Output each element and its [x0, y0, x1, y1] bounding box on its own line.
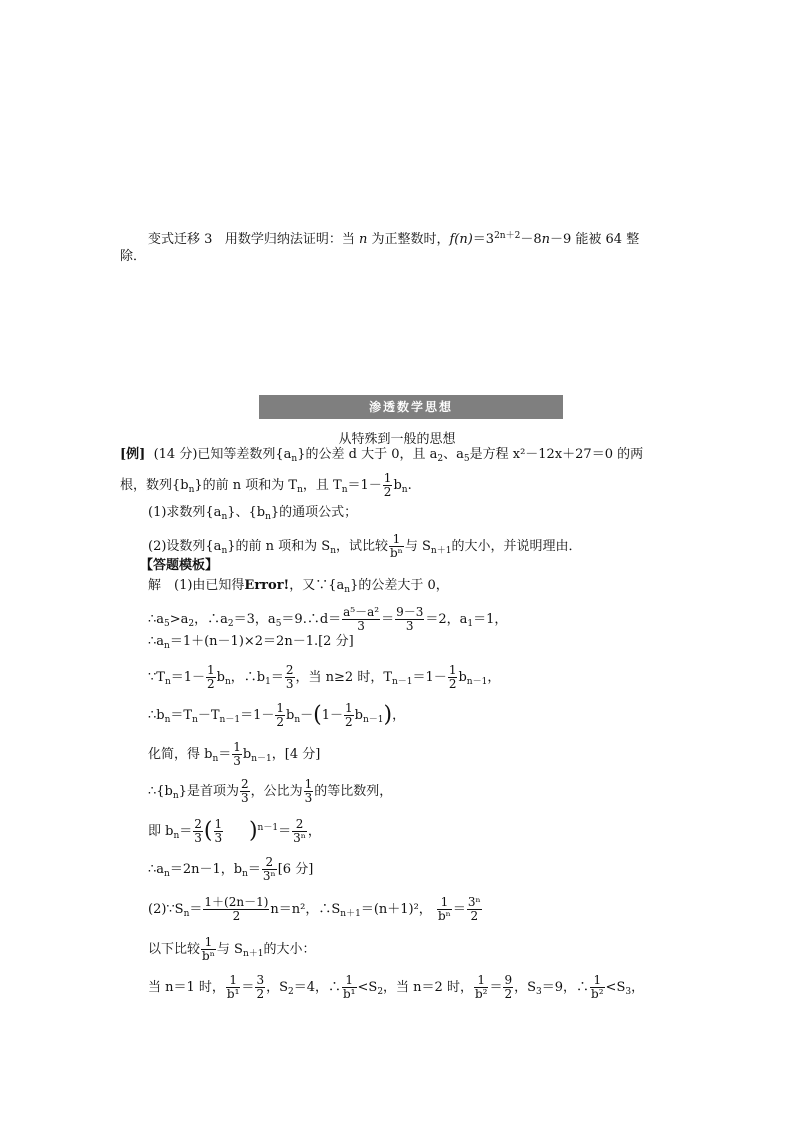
fraction: $\frac{1}{\text{bⁿ}}$: [390, 532, 403, 560]
fraction: $\frac{1}{3}$: [233, 740, 241, 768]
solution-line-10: $(2)\because S_n=$ $\frac{1+(2n-1)}{2}$ n＝n²，$\therefore S_{n+1}=(n+1)^2$， $\frac{1}{\text{bⁿ}}$ ＝ $\frac{\text{3ⁿ}}{2}$: [148, 895, 481, 923]
solution-line-11: 以下比较 $\frac{1}{\text{bⁿ}}$ 与 $S_{n+1}$的大小：: [148, 935, 316, 963]
fraction: $\frac{2}{3}$: [285, 663, 294, 691]
solution-line-6: 化简，得 $b_n=$ $\frac{1}{3}$ $b_{n-1}$，[4 分]: [148, 740, 321, 768]
section-banner: 渗透数学思想: [259, 395, 563, 419]
fraction: $\frac{2}{3}$: [240, 777, 249, 805]
fraction: $\frac{9-3}{3}$: [396, 605, 424, 633]
fraction: $\frac{2}{\text{3ⁿ}}$: [262, 855, 276, 883]
fraction: $\frac{1}{2}$: [448, 663, 457, 691]
fraction: $\frac{1}{3}$: [304, 777, 313, 805]
question-1: (1)求数列$\{a_n\}$、$\{b_n\}$的通项公式；: [148, 505, 358, 522]
fraction: $\frac{1}{2}$: [207, 663, 215, 691]
fraction: $\frac{1}{\text{bⁿ}}$: [437, 895, 451, 923]
fraction: $\frac{1}{\text{bⁿ}}$: [202, 935, 215, 963]
fraction: $\frac{1+(2n-1)}{2}$: [204, 895, 269, 923]
question-2: (2)设数列$\{a_n\}$的前 n 项和为 $S_n$，试比较 $\frac{1}{\text{bⁿ}}$ 与 $S_{n+1}$的大小，并说明理由．: [148, 532, 582, 560]
fraction: $\frac{1}{\text{b²}}$: [474, 973, 488, 1001]
fraction: $\frac{1}{2}$: [276, 701, 284, 729]
section-title: 从特殊到一般的思想: [338, 432, 456, 447]
solution-line-2: $\therefore a_5>a_2$，$\therefore a_2=3$，$a_5=9.\therefore d=$ $\frac{\text{a⁵－a²}}{3}$ ＝ $\frac{9-3}{3}$ ＝2，$a_1=1$，: [148, 605, 508, 633]
example-line-2: 根，数列$\{b_n\}$的前 n 项和为 $T_n$，且 $T_n=1-$ $\frac{1}{2}$ $b_n$.: [120, 471, 412, 499]
exercise-line-2: 除．: [120, 249, 147, 264]
fraction: $\frac{9}{2}$: [504, 973, 513, 1001]
fraction: $\frac{1}{\text{b¹}}$: [343, 973, 356, 1001]
solution-line-9: $\therefore a_n=2n-1$，$b_n=$ $\frac{2}{\text{3ⁿ}}$ [6 分]: [148, 855, 314, 883]
fraction: $\frac{1}{2}$: [383, 471, 392, 499]
exercise-line-1: 变式迁移 3 用数学归纳法证明：当 n 为正整数时，$f(n)=3^{2n+2}-8n-9$ 能被 64 整: [148, 231, 640, 247]
example-line-1: [例] (14 分)已知等差数列$\{a_n\}$的公差 d 大于 0，且 $a_2$、$a_5$是方程 x²－12x＋27＝0 的两: [120, 447, 644, 464]
fraction: $\frac{2}{3}$: [194, 817, 202, 845]
fraction: $\frac{1}{3}$: [214, 817, 223, 845]
solution-line-3: $\therefore a_n=1+(n-1)\times 2=2n-1.[2$ 分]: [148, 634, 354, 651]
fraction: $\frac{3}{2}$: [256, 973, 265, 1001]
fraction: $\frac{1}{\text{b²}}$: [591, 973, 604, 1001]
solution-line-8: 即 $b_n=$ $\frac{2}{3}$ ( $\frac{1}{3}$ )$^{n-1}$＝ $\frac{2}{\text{3ⁿ}}$ ，: [148, 817, 321, 845]
fraction: $\frac{2}{\text{3ⁿ}}$: [293, 817, 306, 845]
solution-line-5: $\therefore b_n=T_n-T_{n-1}=1-$ $\frac{1}{2}$ $b_n-(1-$ $\frac{1}{2}$ $b_{n-1}$)，: [148, 701, 406, 729]
template-title: 【答题模板】: [140, 558, 219, 573]
fraction: $\frac{\text{a⁵－a²}}{3}$: [343, 605, 380, 633]
fraction: $\frac{1}{\text{b¹}}$: [226, 973, 240, 1001]
solution-line-12: 当 n＝1 时， $\frac{1}{\text{b¹}}$ ＝ $\frac{3}{2}$ ，$S_2=4$，∴ $\frac{1}{\text{b¹}}$ $<S_2$，当 n＝2 时， $\frac{1}{\text{b²}}$ ＝ $\frac{9}{2}$ ，$S_3=9$，∴ $\frac{1}{\text{b²}}$ $<S_3$，: [148, 973, 645, 1001]
solution-line-4: $\because T_n=1-$ $\frac{1}{2}$ $b_n$，$\therefore b_1=$ $\frac{2}{3}$ ，当 n≥2 时，$T_{n-1}=1-$ $\frac{1}{2}$ $b_{n-1}$，: [148, 663, 501, 691]
fraction: $\frac{\text{3ⁿ}}{2}$: [467, 895, 481, 923]
fraction: $\frac{1}{2}$: [345, 701, 353, 729]
example-tag: [例]: [120, 447, 146, 462]
solution-line-7: $\therefore\{b_n\}$是首项为 $\frac{2}{3}$ ，公比为 $\frac{1}{3}$ 的等比数列，: [148, 777, 393, 805]
solution-line-1: 解 (1)由已知得Error!，又$\because\{a_n\}$的公差大于 0，: [148, 578, 449, 595]
exercise-label: 变式迁移 3: [148, 232, 213, 247]
